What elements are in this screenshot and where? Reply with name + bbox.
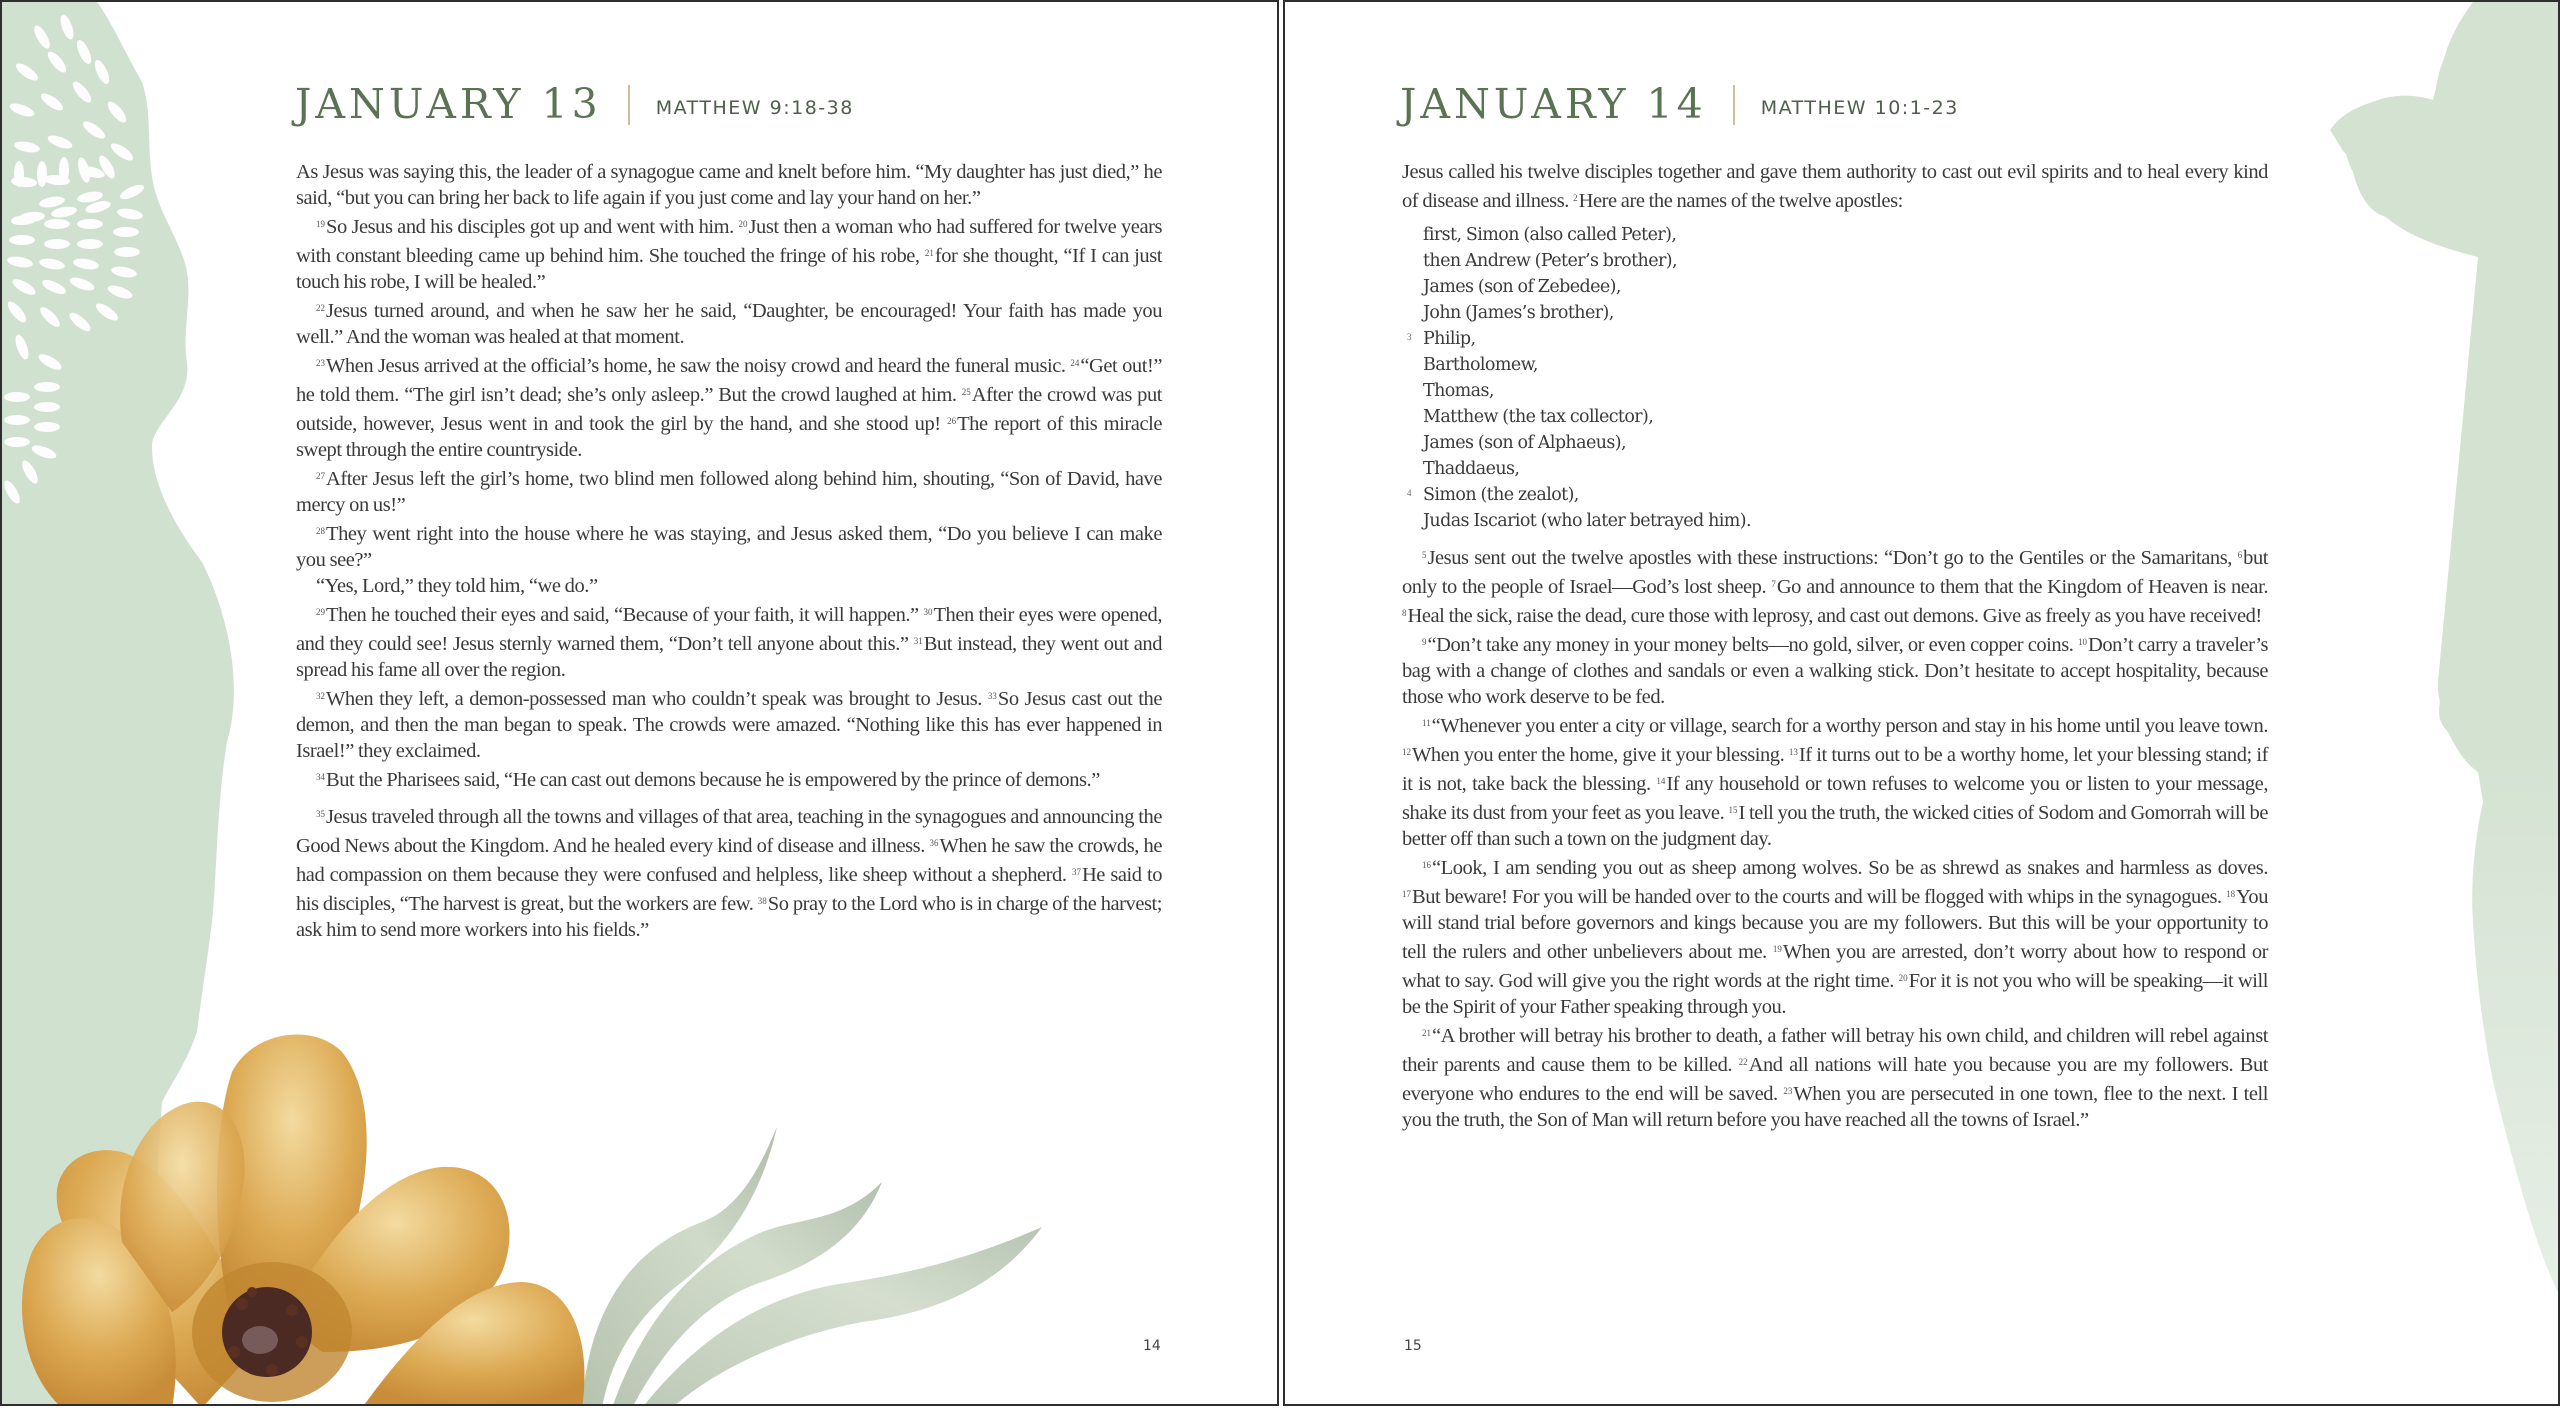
verse-text: Go and announce to them that the Kingdom of Heaven is near.: [1776, 576, 2268, 598]
apostle-item: [1402, 404, 2268, 430]
paragraph: [296, 295, 1162, 350]
paragraph: [296, 159, 1162, 211]
verse-text: They went right into the house where he was staying, and Jesus asked them, “Do you believe I can make you see?”: [296, 523, 1162, 571]
reading-text: [296, 159, 1162, 943]
verse-number: 12: [1402, 747, 1411, 757]
verse-number: 20: [1898, 973, 1908, 983]
verse-number: 37: [1071, 867, 1081, 877]
right-page: [1283, 0, 2560, 1406]
verse-number: 36: [929, 838, 939, 848]
verse-number: 31: [913, 636, 923, 646]
apostle-name: John (James’s brother),: [1423, 303, 1614, 323]
verse-number: 6: [2237, 550, 2243, 560]
verse-text: So Jesus cast out the demon, and then the man began to speak. The crowds were amazed. “Nothing like this has ever happened in Israel!” they exclaimed.: [296, 688, 1162, 762]
verse-number: 5: [1422, 550, 1427, 560]
verse-number: 33: [987, 691, 997, 701]
apostle-list: [1402, 222, 2268, 534]
verse-text: When he saw the crowds, he had compassion on them because they were confused and helpless, like sheep without a shepherd.: [296, 835, 1162, 886]
apostle-item: [1402, 326, 2268, 352]
verse-number: 27: [316, 471, 325, 481]
verse-text: “A brother will betray his brother to death, a father will betray his own child, and children will rebel against their parents and cause them to be killed.: [1402, 1025, 2268, 1076]
day-title: JANUARY 13: [295, 80, 602, 128]
verse-number: 4: [1407, 488, 1411, 498]
verse-number: 14: [1656, 776, 1666, 786]
watercolor-flower-decoration: [2, 992, 1062, 1406]
verse-text: I tell you the truth, the wicked cities of Sodom and Gomorrah will be better off than such a town on the judgment day.: [1402, 802, 2268, 850]
verse-text: When Jesus arrived at the official’s home, he saw the noisy crowd and heard the funeral music.: [326, 355, 1071, 377]
verse-text: So pray to the Lord who is in charge of the harvest; ask him to send more workers into his fields.”: [296, 893, 1162, 941]
verse-number: 17: [1402, 889, 1411, 899]
verse-text: He said to his disciples, “The harvest is great, but the workers are few.: [296, 864, 1163, 915]
sage-watercolor-wash-decoration: [2, 2, 262, 1406]
verse-number: 10: [2078, 637, 2088, 647]
paragraph: [296, 350, 1162, 463]
verse-text: But the Pharisees said, “He can cast out demons because he is empowered by the prince of demons.”: [326, 769, 1100, 791]
verse-number: 18: [2226, 889, 2236, 899]
verse-number: 19: [316, 219, 325, 229]
apostle-item: [1402, 482, 2268, 508]
apostle-name: Philip,: [1423, 329, 1476, 349]
verse-number: 22: [1738, 1057, 1748, 1067]
verse-text: “Get out!” he told them. “The girl isn’t dead; she’s only asleep.” But the crowd laughed at him.: [296, 355, 1162, 406]
apostle-name: James (son of Zebedee),: [1423, 277, 1621, 297]
verse-text: Jesus called his twelve disciples together and gave them authority to cast out evil spirits and to heal every kind of disease and illness.: [1402, 161, 2268, 212]
paragraph: [296, 764, 1162, 793]
verse-number: 9: [1422, 637, 1427, 647]
paragraph: [1402, 629, 2268, 710]
verse-number: 13: [1788, 747, 1798, 757]
verse-text: When you are arrested, don’t worry about how to respond or what to say. God will give you the right words at the right time.: [1402, 941, 2268, 992]
verse-number: 28: [316, 526, 325, 536]
verse-number: 26: [947, 416, 957, 426]
verse-number: 35: [316, 809, 325, 819]
paragraph: [296, 599, 1162, 683]
verse-text: For it is not you who will be speaking—it will be the Spirit of your Father speaking through you.: [1402, 970, 2268, 1018]
apostle-item: [1402, 352, 2268, 378]
paragraph: [296, 211, 1162, 295]
scripture-reference: MATTHEW 10:1-23: [1760, 97, 1959, 119]
paragraph: [1402, 1020, 2268, 1133]
verse-text: When you enter the home, give it your blessing.: [1412, 744, 1789, 766]
apostle-item: [1402, 248, 2268, 274]
paragraph: [296, 518, 1162, 573]
apostle-name: James (son of Alphaeus),: [1423, 433, 1626, 453]
paragraph: [296, 683, 1162, 764]
verse-number: 23: [1783, 1086, 1793, 1096]
verse-number: 32: [316, 691, 325, 701]
left-page: [0, 0, 1279, 1406]
verse-number: 25: [961, 387, 971, 397]
verse-number: 23: [316, 358, 325, 368]
apostle-name: first, Simon (also called Peter),: [1423, 225, 1677, 245]
verse-text: If any household or town refuses to welcome you or listen to your message, shake its dust from your feet as you leave.: [1402, 773, 2268, 824]
day-header: [295, 80, 854, 128]
apostle-item: [1402, 378, 2268, 404]
apostle-name: Simon (the zealot),: [1423, 485, 1579, 505]
verse-number: 11: [1422, 718, 1431, 728]
verse-number: 20: [738, 219, 748, 229]
apostle-item: [1402, 300, 2268, 326]
verse-text: Then he touched their eyes and said, “Because of your faith, it will happen.”: [326, 604, 924, 626]
verse-text: But beware! For you will be handed over to the courts and will be flogged with whips in the synagogues.: [1412, 886, 2227, 908]
verse-text: Jesus sent out the twelve apostles with these instructions: “Don’t go to the Gentiles or the Samaritans,: [1427, 547, 2238, 569]
page-number: 15: [1404, 1338, 1422, 1354]
verse-text: When they left, a demon-possessed man who couldn’t speak was brought to Jesus.: [326, 688, 988, 710]
verse-text: When you are persecuted in one town, flee to the next. I tell you the truth, the Son of Man will return before you have reached all the towns of Israel.”: [1402, 1083, 2268, 1131]
verse-number: 3: [1407, 332, 1411, 342]
verse-text: but only to the people of Israel—God’s lost sheep.: [1402, 547, 2268, 598]
verse-text: The report of this miracle swept through the entire countryside.: [296, 413, 1162, 461]
verse-number: 8: [1402, 608, 1407, 618]
verse-text: Don’t carry a traveler’s bag with a change of clothes and sandals or even a walking stick. Don’t hesitate to accept hospitality, because those who work deserve to be fed.: [1402, 634, 2268, 708]
verse-number: 21: [924, 248, 934, 258]
verse-number: 2: [1573, 193, 1578, 203]
verse-text: If it turns out to be a worthy home, let your blessing stand; if it is not, take back the blessing.: [1402, 744, 2268, 795]
verse-text: You will stand trial before governors and kings because you are my followers. But this will be your opportunity to tell the rulers and other unbelievers about me.: [1402, 886, 2268, 963]
apostle-name: Judas Iscariot (who later betrayed him).: [1423, 511, 1751, 531]
paragraph: [1402, 710, 2268, 852]
paragraph: [296, 463, 1162, 518]
verse-text: After Jesus left the girl’s home, two blind men followed along behind him, shouting, “Son of David, have mercy on us!”: [296, 468, 1162, 516]
apostle-name: Matthew (the tax collector),: [1423, 407, 1654, 427]
verse-text: “Whenever you enter a city or village, search for a worthy person and stay in his home until you leave town.: [1431, 715, 2268, 737]
page-number: 14: [1143, 1338, 1161, 1354]
verse-number: 16: [1422, 860, 1431, 870]
header-divider: [628, 85, 630, 125]
scripture-reference: MATTHEW 9:18-38: [655, 97, 854, 119]
verse-text: “Yes, Lord,” they told him, “we do.”: [316, 575, 598, 597]
verse-number: 30: [923, 607, 933, 617]
day-title: JANUARY 14: [1400, 80, 1707, 128]
verse-number: 24: [1070, 358, 1080, 368]
paragraph: [1402, 159, 2268, 214]
apostle-item: [1402, 456, 2268, 482]
header-divider: [1733, 85, 1735, 125]
paragraph: [1402, 542, 2268, 629]
verse-text: Just then a woman who had suffered for twelve years with constant bleeding came up behind him. She touched the fringe of his robe,: [296, 216, 1162, 267]
apostle-name: Thomas,: [1423, 381, 1494, 401]
verse-text: for she thought, “If I can just touch his robe, I will be healed.”: [296, 245, 1162, 293]
verse-text: So Jesus and his disciples got up and went with him.: [326, 216, 739, 238]
verse-number: 7: [1771, 579, 1776, 589]
paragraph: [296, 801, 1162, 943]
apostle-item: [1402, 430, 2268, 456]
verse-text: But instead, they went out and spread his fame all over the region.: [296, 633, 1162, 681]
verse-text: And all nations will hate you because you are my followers. But everyone who endures to the end will be saved.: [1402, 1054, 2268, 1105]
verse-text: After the crowd was put outside, however, Jesus went in and took the girl by the hand, and she stood up!: [296, 384, 1162, 435]
verse-text: Jesus traveled through all the towns and villages of that area, teaching in the synagogues and announcing the Good News about the Kingdom. And he healed every kind of disease and illness.: [296, 806, 1162, 857]
reading-text: [1402, 159, 2268, 1133]
apostle-name: Thaddaeus,: [1423, 459, 1520, 479]
verse-number: 29: [316, 607, 325, 617]
verse-number: 38: [757, 896, 767, 906]
verse-number: 22: [316, 303, 325, 313]
verse-number: 34: [316, 772, 325, 782]
apostle-name: then Andrew (Peter’s brother),: [1423, 251, 1677, 271]
verse-text: “Don’t take any money in your money belts—no gold, silver, or even copper coins.: [1427, 634, 2079, 656]
paragraph: [1402, 852, 2268, 1020]
apostle-item: [1402, 222, 2268, 248]
verse-text: Heal the sick, raise the dead, cure those with leprosy, and cast out demons. Give as freely as you have received!: [1407, 605, 2262, 627]
apostle-name: Bartholomew,: [1423, 355, 1538, 375]
day-header: [1400, 80, 1959, 128]
verse-text: Then their eyes were opened, and they could see! Jesus sternly warned them, “Don’t tell anyone about this.”: [296, 604, 1162, 655]
verse-number: 21: [1422, 1028, 1431, 1038]
verse-text: Jesus turned around, and when he saw her he said, “Daughter, be encouraged! Your faith has made you well.” And the woman was healed at that moment.: [296, 300, 1162, 348]
verse-text: Here are the names of the twelve apostles:: [1578, 190, 1903, 212]
verse-number: 15: [1728, 805, 1738, 815]
paragraph: [296, 573, 1162, 599]
verse-text: “Look, I am sending you out as sheep among wolves. So be as shrewd as snakes and harmless as doves.: [1432, 857, 2268, 879]
sage-watercolor-wash-decoration: [2298, 2, 2558, 1406]
apostle-item: [1402, 508, 2268, 534]
verse-number: 19: [1772, 944, 1782, 954]
apostle-item: [1402, 274, 2268, 300]
verse-text: As Jesus was saying this, the leader of a synagogue came and knelt before him. “My daughter has just died,” he said, “but you can bring her back to life again if you just come and lay your hand on her.”: [296, 161, 1162, 209]
